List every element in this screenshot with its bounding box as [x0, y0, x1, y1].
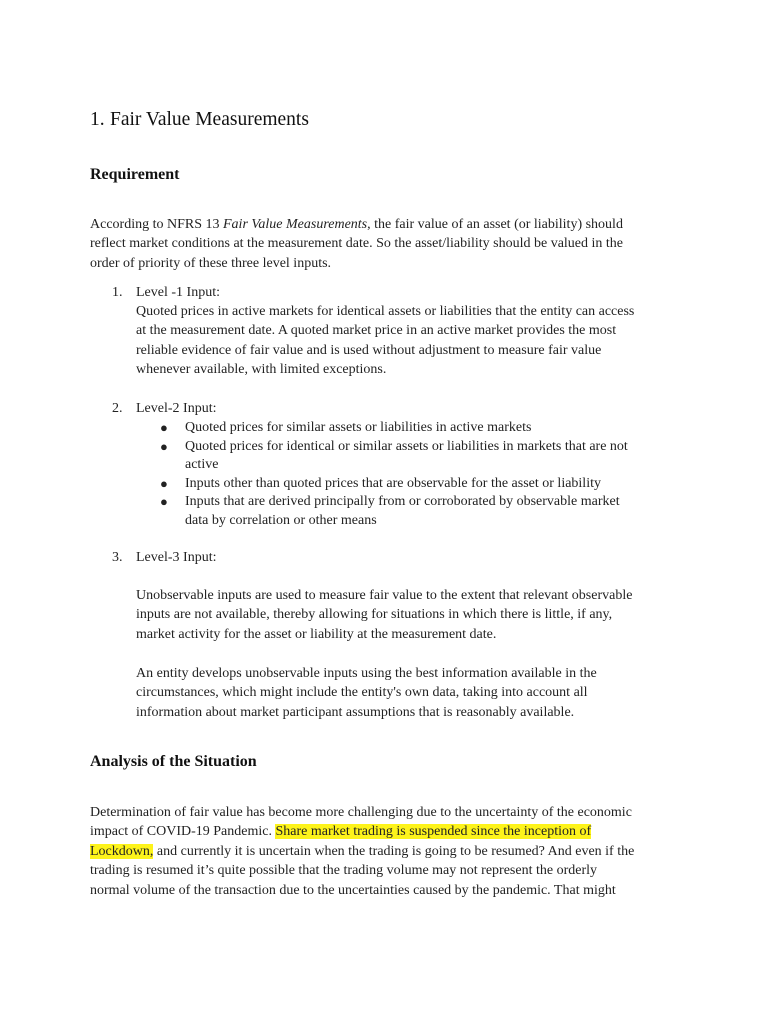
analysis-text: impact of COVID-19 Pandemic. [90, 824, 276, 840]
bullet-text: Inputs other than quoted prices that are observable for the asset or liability [185, 475, 601, 491]
level-1-line: Quoted prices in active markets for identical assets or liabilities that the entity can access [136, 304, 635, 319]
level-1-line: whenever available, with limited exceptions. [136, 362, 387, 378]
bullet-icon: ● [160, 475, 168, 491]
analysis-line [90, 822, 680, 841]
intro-line-3: order of priority of these three level inputs. [90, 255, 332, 271]
requirement-intro [90, 215, 680, 273]
bullet-text: active [185, 457, 219, 473]
standard-title: Fair Value Measurements [223, 217, 368, 232]
analysis-text: and currently it is uncertain when the trading is going to be resumed? And even if the [153, 843, 635, 859]
intro-line-2: reflect market conditions at the measurement date. So the asset/liability should be valued in the [90, 236, 624, 252]
level-1-line: reliable evidence of fair value and is used without adjustment to measure fair value [136, 342, 602, 358]
intro-text: , the fair value of an asset (or liability) should [367, 217, 623, 232]
analysis-line: trading is resumed it’s quite possible that the trading volume may not represent the orderly [90, 863, 597, 879]
page-title [90, 109, 309, 131]
bullet-icon: ● [160, 494, 168, 510]
intro-text: According to NFRS 13 [90, 217, 223, 232]
level-1-body [136, 302, 696, 380]
analysis-line: Determination of fair value has become more challenging due to the uncertainty of the economic [90, 805, 632, 820]
level-3-line: Unobservable inputs are used to measure fair value to the extent that relevant observable [136, 588, 633, 603]
list-item [160, 438, 700, 475]
bullet-icon: ● [160, 438, 168, 454]
bullet-text: data by correlation or other means [185, 512, 377, 528]
bullet-icon: ● [160, 420, 168, 435]
analysis-line [90, 842, 680, 861]
level-2-bullet-list [160, 419, 700, 531]
section-number: 1. [90, 109, 105, 130]
list-item [160, 475, 700, 494]
level-3-number: 3. [112, 550, 123, 565]
level-3-title: Level-3 Input: [136, 550, 217, 565]
level-3-line: circumstances, which might include the entity's own data, taking into account all [136, 685, 588, 701]
analysis-paragraph [90, 803, 680, 900]
level-3-line: An entity develops unobservable inputs using the best information available in the [136, 666, 597, 681]
list-item [160, 419, 700, 438]
level-3-line: information about market participant assumptions that is reasonably available. [136, 704, 575, 720]
bullet-text: Quoted prices for similar assets or liabilities in active markets [185, 420, 532, 435]
level-1-line: at the measurement date. A quoted market price in an active market provides the most [136, 323, 617, 339]
level-1-number: 1. [112, 285, 123, 300]
level-2-title: Level-2 Input: [136, 401, 217, 416]
bullet-text: Inputs that are derived principally from or corroborated by observable market [185, 494, 620, 510]
section-title: Fair Value Measurements [110, 109, 309, 130]
list-item [160, 493, 700, 530]
analysis-line: normal volume of the transaction due to the uncertainties caused by the pandemic. That might [90, 882, 616, 898]
level-1-title: Level -1 Input: [136, 285, 220, 300]
level-3-line: market activity for the asset or liability at the measurement date. [136, 626, 497, 642]
analysis-heading: Analysis of the Situation [90, 753, 257, 770]
level-3-paragraph-2 [136, 664, 696, 722]
level-3-line: inputs are not available, thereby allowing for situations in which there is little, if any, [136, 607, 613, 623]
requirement-heading: Requirement [90, 166, 180, 183]
level-3-paragraph-1 [136, 586, 696, 644]
intro-line-1 [90, 215, 680, 234]
bullet-text: Quoted prices for identical or similar assets or liabilities in markets that are not [185, 438, 628, 454]
highlighted-text: Share market trading is suspended since the inception of [275, 824, 592, 840]
highlighted-text: Lockdown, [90, 843, 154, 859]
level-2-number: 2. [112, 401, 123, 416]
